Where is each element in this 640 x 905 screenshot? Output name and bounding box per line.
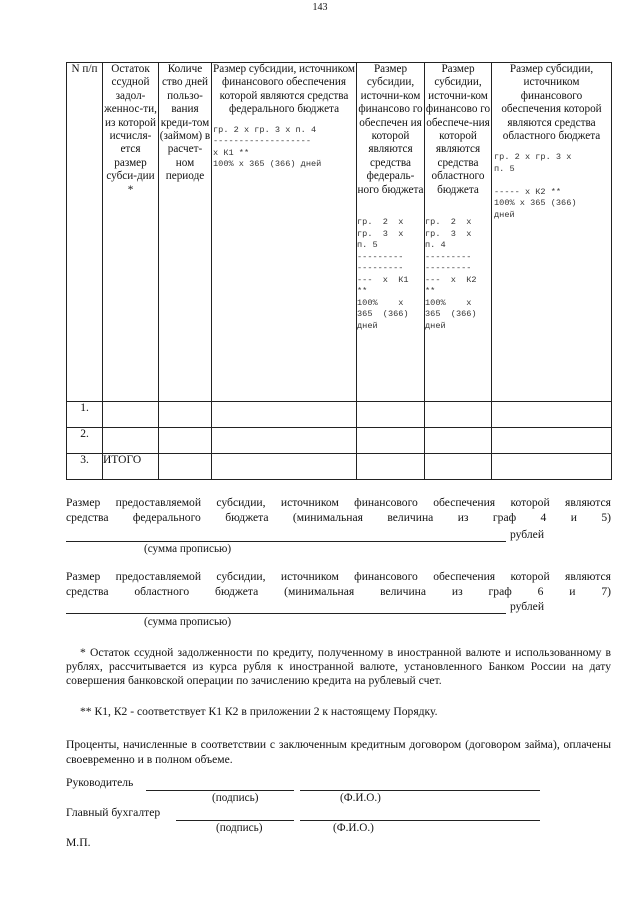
- federal-amount-input-line[interactable]: [66, 541, 506, 542]
- col-header-days: Количе ство дней пользо-вания креди-том (займом) в расчет-ном периоде: [159, 63, 212, 402]
- federal-currency: рублей: [510, 528, 545, 541]
- col-header-number: N п/п: [67, 63, 103, 402]
- federal-amount-caption: (сумма прописью): [144, 543, 232, 555]
- federal-amount-line1: Размер предоставляемой субсидии, источником финансового обеспечения которой являются: [66, 496, 611, 509]
- table-row: [67, 402, 612, 428]
- head-name-line[interactable]: [300, 790, 540, 791]
- footnote-currency: * Остаток ссудной задолженности по кредиту, полученному в иностранной валюте и использованному в рублях, рассчитывается из курса рубля к иностранной валюте, установленного Банком России на дату совершения банковской операции по зачислению кредита на рублевый счет.: [66, 646, 611, 688]
- interest-statement: Проценты, начисленные в соответствии с заключенным кредитным договором (договором займа), оплачены своевременно и в полном объеме.: [66, 738, 611, 766]
- head-signature-line[interactable]: [146, 790, 294, 791]
- accountant-name-caption: (Ф.И.О.): [333, 822, 374, 834]
- regional-amount-input-line[interactable]: [66, 613, 506, 614]
- formula-col6: гр. 2 х гр. 3 х п. 4 --------- --------- --- х К2 ** 100% х 365 (366) дней: [425, 217, 477, 331]
- col-header-federal-5: [357, 63, 425, 402]
- col-header-regional-7: [492, 63, 612, 402]
- formula-col5: гр. 2 х гр. 3 х п. 5 --------- --------- --- х К1 ** 100% х 365 (366) дней: [357, 217, 409, 331]
- federal-amount-line2: средства федерального бюджета (минимальная величина из граф 4 и 5): [66, 511, 611, 524]
- col-header-regional-6: [425, 63, 492, 402]
- table-row: [67, 428, 612, 454]
- col-header-federal-5-text: Размер субсидии, источни-ком финансово го обеспечен ия которой являются средства федераль-ного бюджета: [357, 63, 424, 196]
- row-cell: [103, 428, 159, 454]
- accountant-label: Главный бухгалтер: [66, 806, 161, 819]
- head-label: Руководитель: [66, 776, 134, 789]
- col-header-regional-6-text: Размер субсидии, источни-ком финансово го обеспече-ния которой являются средства областного бюджета: [425, 63, 491, 196]
- col-header-regional-7-text: Размер субсидии, источником финансового обеспечения которой являются средства областного бюджета: [501, 63, 602, 143]
- formula-col7: гр. 2 х гр. 3 х п. 5 ----- х К2 ** 100% х 365 (366) дней: [494, 152, 577, 220]
- formula-col4: гр. 2 х гр. 3 х п. 4 ------------------- х К1 ** 100% х 365 (366) дней: [213, 124, 322, 170]
- page-number: 143: [312, 2, 328, 13]
- regional-amount-caption: (сумма прописью): [144, 616, 232, 628]
- col-header-federal-4: [212, 63, 357, 402]
- footnote-coefficients: ** К1, К2 - соответствует К1 К2 в приложении 2 к настоящему Порядку.: [80, 705, 438, 718]
- row-cell: [103, 402, 159, 428]
- regional-amount-line1: Размер предоставляемой субсидии, источником финансового обеспечения которой являются: [66, 570, 611, 583]
- subsidy-table: [66, 62, 612, 480]
- regional-currency: рублей: [510, 600, 545, 613]
- table-row: [67, 454, 612, 480]
- regional-amount-line2: средства областного бюджета (минимальная величина из граф 6 и 7): [66, 585, 611, 598]
- row-number: 3.: [67, 454, 103, 480]
- row-number: 1.: [67, 402, 103, 428]
- accountant-name-line[interactable]: [300, 820, 540, 821]
- total-row-label: ИТОГО: [103, 454, 159, 480]
- head-signature-caption: (подпись): [212, 792, 259, 804]
- head-name-caption: (Ф.И.О.): [340, 792, 381, 804]
- accountant-signature-caption: (подпись): [216, 822, 263, 834]
- accountant-signature-line[interactable]: [176, 820, 294, 821]
- header-row: [67, 63, 612, 402]
- stamp-place: М.П.: [66, 836, 91, 849]
- col-header-debt-balance: Остаток ссудной задол-женнос-ти, из которой исчисля-ется размер субси-дии *: [103, 63, 159, 402]
- col-header-federal-4-text: Размер субсидии, источником финансового обеспечения которой являются средства федерального бюджета: [213, 63, 355, 116]
- row-number: 2.: [67, 428, 103, 454]
